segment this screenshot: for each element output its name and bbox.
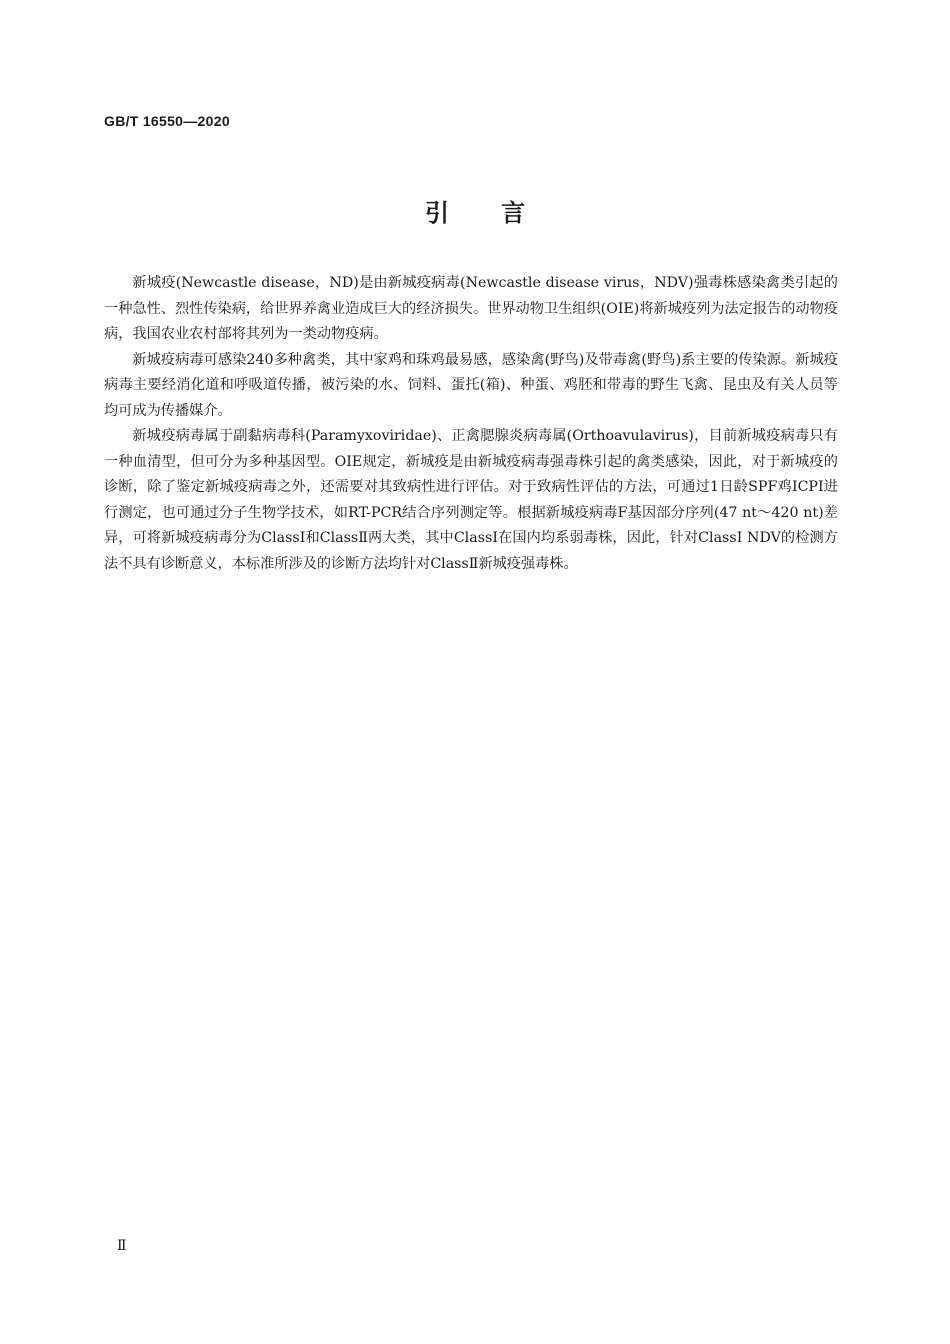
introduction-body [104, 271, 838, 577]
page-number: Ⅱ [117, 1238, 127, 1254]
paragraph: 新城疫病毒属于副黏病毒科(Paramyxoviridae)、正禽腮腺炎病毒属(Orthoavulavirus)，目前新城疫病毒只有一种血清型，但可分为多种基因型。OIE规定，新城疫是由新城疫病毒强毒株引起的禽类感染，因此，对于新城疫的诊断，除了鉴定新城疫病毒之外，还需要对其致病性进行评估。对于致病性评估的方法，可通过1日龄SPF鸡ICPI进行测定，也可通过分子生物学技术，如RT-PCR结合序列测定等。根据新城疫病毒F基因部分序列(47 nt～420 nt)差异，可将新城疫病毒分为ClassⅠ和ClassⅡ两大类，其中ClassⅠ在国内均系弱毒株，因此，针对ClassⅠ NDV的检测方法不具有诊断意义，本标准所涉及的诊断方法均针对ClassⅡ新城疫强毒株。 [104, 428, 838, 572]
paragraph: 新城疫病毒可感染240多种禽类，其中家鸡和珠鸡最易感，感染禽(野鸟)及带毒禽(野鸟)系主要的传染源。新城疫病毒主要经消化道和呼吸道传播，被污染的水、饲料、蛋托(箱)、种蛋、鸡胚和带毒的野生飞禽、昆虫及有关人员等均可成为传播媒介。 [104, 351, 838, 419]
standard-number: GB/T 16550—2020 [104, 113, 230, 129]
page-title: 引言 [425, 199, 577, 227]
paragraph: 新城疫(Newcastle disease，ND)是由新城疫病毒(Newcastle disease virus，NDV)强毒株感染禽类引起的一种急性、烈性传染病，给世界养禽业造成巨大的经济损失。世界动物卫生组织(OIE)将新城疫列为法定报告的动物疫病，我国农业农村部将其列为一类动物疫病。 [104, 275, 838, 342]
